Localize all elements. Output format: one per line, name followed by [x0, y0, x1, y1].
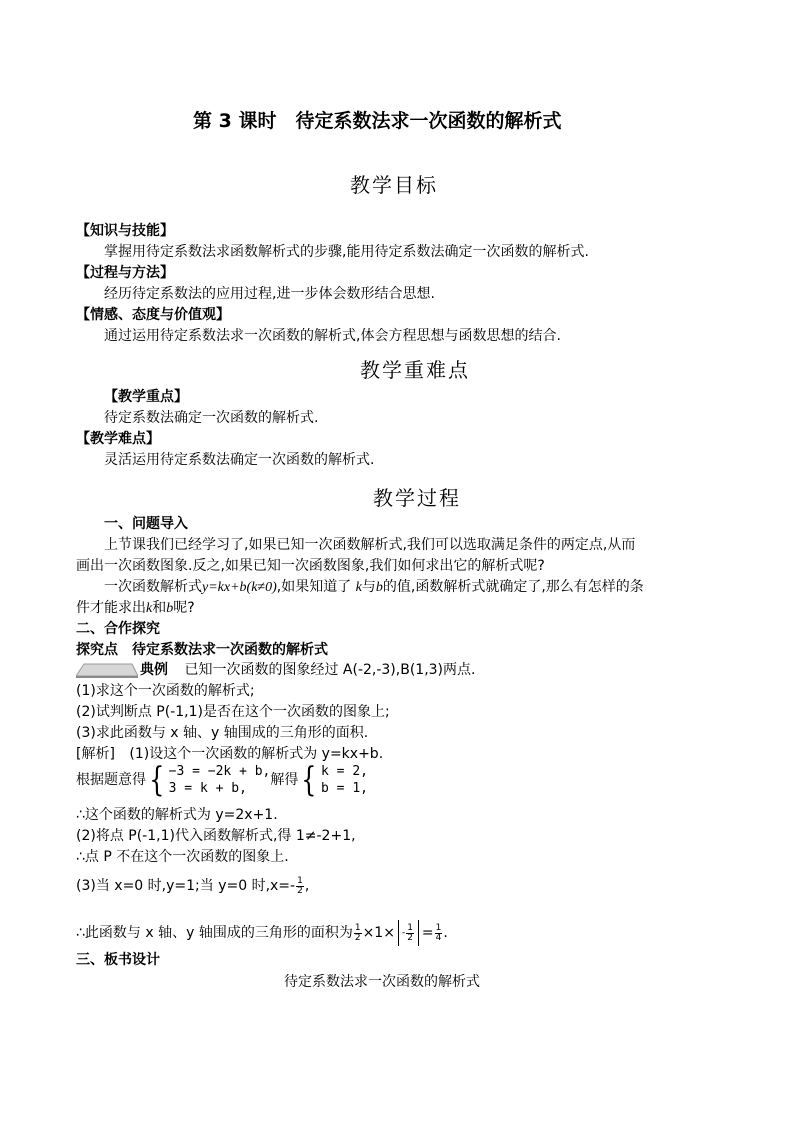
section-heading-key-points: 教学重难点: [360, 358, 470, 382]
absolute-value: - $\frac{1}{2}$: [395, 920, 422, 946]
board-title: 待定系数法求一次函数的解析式: [284, 974, 480, 990]
intro-paragraph2-line2: 件才能求出k和b呢?: [76, 600, 195, 616]
question-3: (3)求此函数与 x 轴、y 轴围成的三角形的面积.: [76, 725, 369, 741]
equation-2: 3 = k + b,: [168, 781, 247, 796]
area-line: ∴此函数与 x 轴、y 轴围成的三角形的面积为 $\frac{1}{2}$ ×1× - $\frac{1}{2}$ = $\frac{1}{4}$ .: [76, 920, 448, 946]
fraction-half-2: $\frac{1}{2}$: [407, 922, 413, 943]
method-text: 经历待定系数法的应用过程,进一步体会数形结合思想.: [104, 286, 435, 302]
equation-system: { −3 = −2k + b, 3 = k + b,: [149, 760, 271, 800]
example-label: 典例: [140, 662, 168, 678]
method-label: 【过程与方法】: [76, 265, 174, 281]
intro-paragraph-line1: 上节课我们已经学习了,如果已知一次函数解析式,我们可以选取满足条件的两定点,从而: [104, 537, 636, 553]
step-2: (2)将点 P(-1,1)代入函数解析式,得 1≠-2+1,: [76, 828, 356, 844]
difficulty-text: 灵活运用待定系数法确定一次函数的解析式.: [104, 452, 375, 468]
analysis-label: [解析]: [76, 746, 115, 762]
board-heading: 三、板书设计: [76, 952, 160, 968]
solution-system: { k = 2, b = 1,: [301, 760, 368, 800]
step-3: (3)当 x=0 时,y=1;当 y=0 时,x=- $\frac{1}{2}$ ,: [76, 875, 310, 896]
page-title: 第 3 课时 待定系数法求一次函数的解析式: [193, 110, 562, 132]
fraction-quarter: $\frac{1}{4}$: [435, 922, 442, 943]
focus-text: 待定系数法确定一次函数的解析式.: [104, 410, 319, 426]
system-line: 根据题意得 { −3 = −2k + b, 3 = k + b, 解得 { k = 2, b = 1,: [76, 760, 368, 800]
example-badge-icon: [76, 662, 138, 678]
solution-2: b = 1,: [321, 781, 368, 796]
fraction-half-1: $\frac{1}{2}$: [354, 922, 361, 943]
question-1: (1)求这个一次函数的解析式;: [76, 683, 255, 699]
question-2: (2)试判断点 P(-1,1)是否在这个一次函数的图象上;: [76, 704, 390, 720]
solution-1: k = 2,: [321, 764, 368, 779]
example-text: 已知一次函数的图象经过 A(-2,-3),B(1,3)两点.: [184, 662, 476, 678]
intro-paragraph2-line1: 一次函数解析式y=kx+b(k≠0),如果知道了 k与b的值,函数解析式就确定了,那么有怎样的条: [104, 579, 644, 595]
intro-paragraph-line2: 画出一次函数图象.反之,如果已知一次函数图象,我们如何求出它的解析式呢?: [76, 558, 545, 574]
fraction-half: $\frac{1}{2}$: [297, 875, 303, 896]
explore-point: 探究点 待定系数法求一次函数的解析式: [76, 642, 328, 658]
equation-1: −3 = −2k + b,: [168, 764, 271, 779]
difficulty-label: 【教学难点】: [76, 431, 160, 447]
result-1: ∴这个函数的解析式为 y=2x+1.: [76, 807, 278, 823]
section-heading-goals: 教学目标: [350, 173, 438, 197]
formula: y=kx+b(k≠0): [202, 580, 277, 595]
emotion-text: 通过运用待定系数法求一次函数的解析式,体会方程思想与函数思想的结合.: [104, 328, 561, 344]
knowledge-label: 【知识与技能】: [76, 223, 174, 239]
intro-heading: 一、问题导入: [104, 516, 188, 532]
knowledge-text: 掌握用待定系数法求函数解析式的步骤,能用待定系数法确定一次函数的解析式.: [104, 244, 589, 260]
example-line: [76, 660, 475, 680]
result-2: ∴点 P 不在这个一次函数的图象上.: [76, 849, 289, 865]
section-heading-process: 教学过程: [373, 486, 461, 510]
emotion-label: 【情感、态度与价值观】: [76, 307, 230, 323]
focus-label: 【教学重点】: [104, 389, 188, 405]
analysis-line: [76, 744, 383, 764]
analysis-text: (1)设这个一次函数的解析式为 y=kx+b.: [129, 746, 384, 762]
explore-heading: 二、合作探究: [76, 621, 160, 637]
